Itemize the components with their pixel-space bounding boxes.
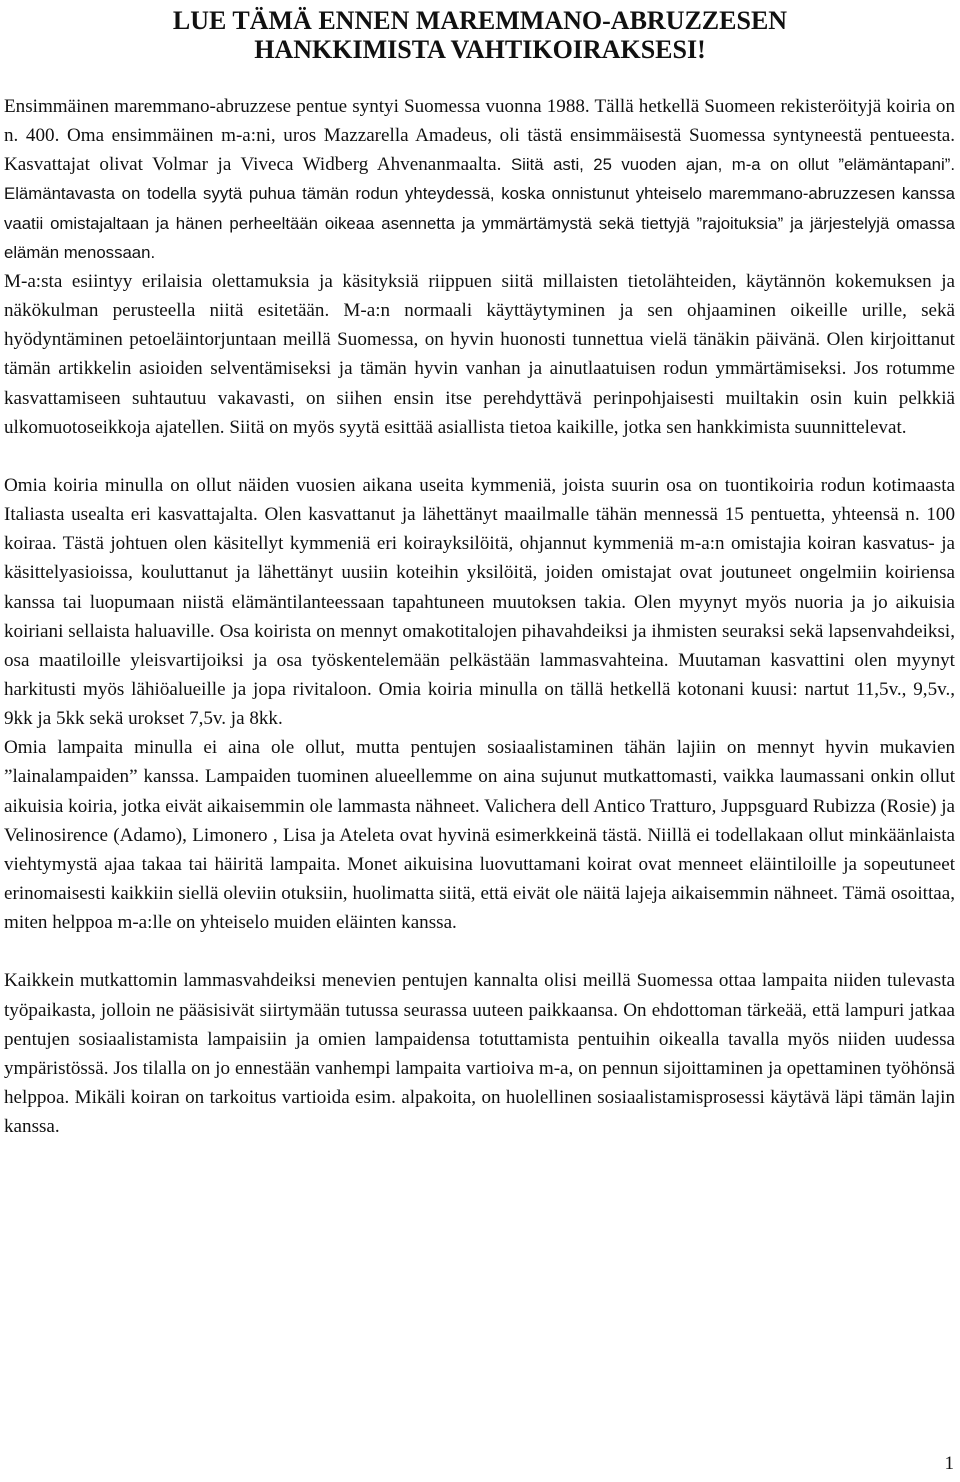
document-body bbox=[4, 92, 955, 1141]
title-line-2: HANKKIMISTA VAHTIKOIRAKSESI! bbox=[254, 35, 706, 64]
page-number: 1 bbox=[944, 1453, 954, 1474]
paragraph-1-serif-part: Ensimmäinen maremmano-abruzzese pentue syntyi Suomessa vuonna 1988. Tällä hetkellä Suomeen rekisteröityjä koiria on n. 400. Oma ensimmäinen m-a:ni, uros Mazzarella Amadeus, oli tästä ensimmäisestä Suomessa syntyneestä pentueesta. Kasvattajat olivat Volmar ja Viveca Widberg Ahvenanmaalta. bbox=[4, 96, 955, 176]
paragraph-1-sans-part: Siitä asti, 25 vuoden ajan, m-a on ollut ”elämäntapani”. Elämäntavasta on todella syytä puhua tämän rodun yhteydessä, koska onnistunut yhteiselo maremmano-abruzzesen kanssa vaatii omistajaltaan ja hänen perheeltään oikeaa asennetta ja ymmärtämystä sekä tiettyjä ”rajoituksia” ja järjestelyjä omassa elämän menossaan. bbox=[4, 155, 955, 262]
title-line-1: LUE TÄMÄ ENNEN MAREMMANO-ABRUZZESEN bbox=[172, 6, 788, 35]
paragraph-1 bbox=[4, 92, 955, 267]
paragraph-4: Omia lampaita minulla ei aina ole ollut, mutta pentujen sosiaalistaminen tähän lajiin on mennyt hyvin mukavien ”lainalampaiden” kanssa. Lampaiden tuominen alueellemme on aina sujunut mutkattomasti, vaikka laumassani onkin ollut aikuisia koiria, jotka eivät aikaisemmin ole lammasta nähneet. Valichera dell Antico Tratturo, Juppsguard Rubizza (Rosie) ja Velinosirence (Adamo), Limonero , Lisa ja Ateleta ovat hyvinä esimerkkeinä tästä. Niillä ei todellakaan ollut minkäänlaista viehtymystä ajaa takaa tai häiritä lampaita. Monet aikuisina luovuttamani koirat ovat menneet eläintiloille ja sopeutuneet erinomaisesti kaikkiin siellä oleviin otuksiin, huolimatta siitä, että eivät ole näitä lajeja aikaisemmin nähneet. Tämä osoittaa, miten helppoa m-a:lle on yhteiselo muiden eläinten kanssa. bbox=[4, 737, 955, 934]
paragraph-2: M-a:sta esiintyy erilaisia olettamuksia ja käsityksiä riippuen siitä millaisten tietolähteiden, käytännön kokemuksen ja näkökulman perusteella niitä esitetään. M-a:n normaali käyttäytyminen ja sen ohjaaminen oikeille urille, sekä hyödyntäminen petoeläintorjuntaan meillä Suomessa, on hyvin huonosti tunnettua vielä tänäkin päivänä. Olen kirjoittanut tämän artikkelin asioiden selventämiseksi ja tämän hyvin vanhan ja ainutlaatuisen rodun ymmärtämiseksi. Jos rotumme kasvattamiseen suhtautuu vakavasti, on siihen ensin itse perehdyttävä perinpohjaisesti muiltakin osin kuin pelkkiä ulkomuotoseikkoja ajatellen. Siitä on myös syytä esittää asiallista tietoa kaikille, jotka sen hankkimista suunnittelevat. bbox=[4, 270, 955, 438]
document-title bbox=[0, 6, 960, 64]
paragraph-3: Omia koiria minulla on ollut näiden vuosien aikana useita kymmeniä, joista suurin osa on tuontikoiria rodun kotimaasta Italiasta usealta eri kasvattajalta. Olen kasvattanut ja lähettänyt maailmalle tähän mennessä 15 pentuetta, yhteensä n. 100 koiraa. Tästä johtuen olen käsitellyt kymmeniä eri koirayksilöitä, ohjannut kymmeniä m-a:n omistajia koiran kasvatus- ja käsittelyasioissa, kouluttanut ja lähettänyt uusiin koteihin yksilöitä, joiden omistajat ovat joutuneet ongelmiin koiriensa kanssa tai luopumaan niistä elämäntilanteessaan tapahtuneen muutoksen takia. Olen myynyt myös nuoria ja jo aikuisia koiriani sellaista haluaville. Osa koirista on mennyt omakotitalojen pihavahdeiksi ja ihmisten seuraksi sekä lapsenvahdeiksi, osa maatiloille yleisvartijoiksi ja osa työskentelemään pelkästään lammasvahteina. Muutaman kasvattini olen myynyt harkitusti myös lähiöalueille ja jopa rivitaloon. Omia koiria minulla on tällä hetkellä kotonani kuusi: nartut 11,5v., 9,5v., 9kk ja 5kk sekä urokset 7,5v. ja 8kk. bbox=[4, 474, 955, 730]
paragraph-5: Kaikkein mutkattomin lammasvahdeiksi menevien pentujen kannalta olisi meillä Suomessa ottaa lampaita niiden tulevasta työpaikasta, jolloin ne pääsisivät siirtymään tutussa seurassa uuteen paikkaansa. On ehdottoman tärkeää, että lampuri jatkaa pentujen sosiaalistamista lampaisiin ja omien lampaidensa totuttamista pentuihin oikealla tavalla myös niiden uudessa ympäristössä. Jos tilalla on jo ennestään vanhempi lampaita vartioiva m-a, on pennun sijoittaminen ja opettaminen työhönsä helppoa. Mikäli koiran on tarkoitus vartioida esim. alpakoita, on huolellinen sosiaalistamisprosessi käytävä läpi tämän lajin kanssa. bbox=[4, 970, 955, 1138]
